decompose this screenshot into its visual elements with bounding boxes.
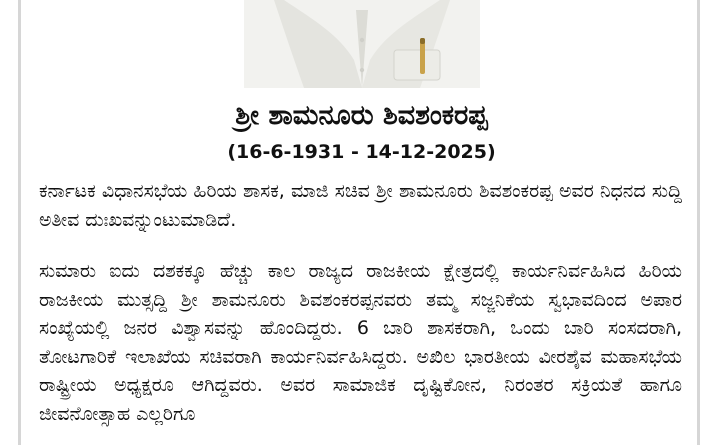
condolence-paragraph-1: ಕರ್ನಾಟಕ ವಿಧಾನಸಭೆಯ ಹಿರಿಯ ಶಾಸಕ, ಮಾಜಿ ಸಚಿವ ಶ್ರೀ ಶಾಮನೂರು ಶಿವಶಂಕರಪ್ಪ ಅವರ ನಿಧನದ ಸುದ್ದಿ ಅತೀವ ದುಃಖವನ್ನುಂಟುಮಾಡಿದೆ. [39,180,682,231]
person-name: ಶ್ರೀ ಶಾಮನೂರು ಶಿವಶಂಕರಪ್ಪ [235,100,488,131]
condolence-paragraph-2: ಸುಮಾರು ಐದು ದಶಕಕ್ಕೂ ಹೆಚ್ಚು ಕಾಲ ರಾಜ್ಯದ ರಾಜಕೀಯ ಕ್ಷೇತ್ರದಲ್ಲಿ ಕಾರ್ಯನಿರ್ವಹಿಸಿದ ಹಿರಿಯ ರಾಜಕೀಯ ಮುತ್ಸದ್ದಿ ಶ್ರೀ ಶಾಮನೂರು ಶಿವಶಂಕರಪ್ಪನವರು ತಮ್ಮ ಸಜ್ಜನಿಕೆಯ ಸ್ವಭಾವದಿಂದ ಅಪಾರ ಸಂಖ್ಯೆಯಲ್ಲಿ ಜನರ ವಿಶ್ವಾಸವನ್ನು ಹೊಂದಿದ್ದರು. 6 ಬಾರಿ ಶಾಸಕರಾಗಿ, ಒಂದು ಬಾರಿ ಸಂಸದರಾಗಿ, ತೋಟಗಾರಿಕೆ ಇಲಾಖೆಯ ಸಚಿವರಾಗಿ ಕಾರ್ಯನಿರ್ವಹಿಸಿದ್ದರು. ಅಖಿಲ ಭಾರತೀಯ ವೀರಶೈವ ಮಹಾಸಭೆಯ ರಾಷ್ಟ್ರೀಯ ಅಧ್ಯಕ್ಷರೂ ಆಗಿದ್ದವರು. ಅವರ ಸಾಮಾಜಿಕ ದೃಷ್ಟಿಕೋನ, ನಿರಂತರ ಸಕ್ರಿಯತೆ ಹಾಗೂ ಜೀವನೋತ್ಸಾಹ ಎಲ್ಲರಿಗೂ [39,260,682,425]
portrait-photo [244,0,480,88]
life-dates: (16-6-1931 - 14-12-2025) [227,141,496,163]
portrait-shirt-graphic [244,0,480,88]
